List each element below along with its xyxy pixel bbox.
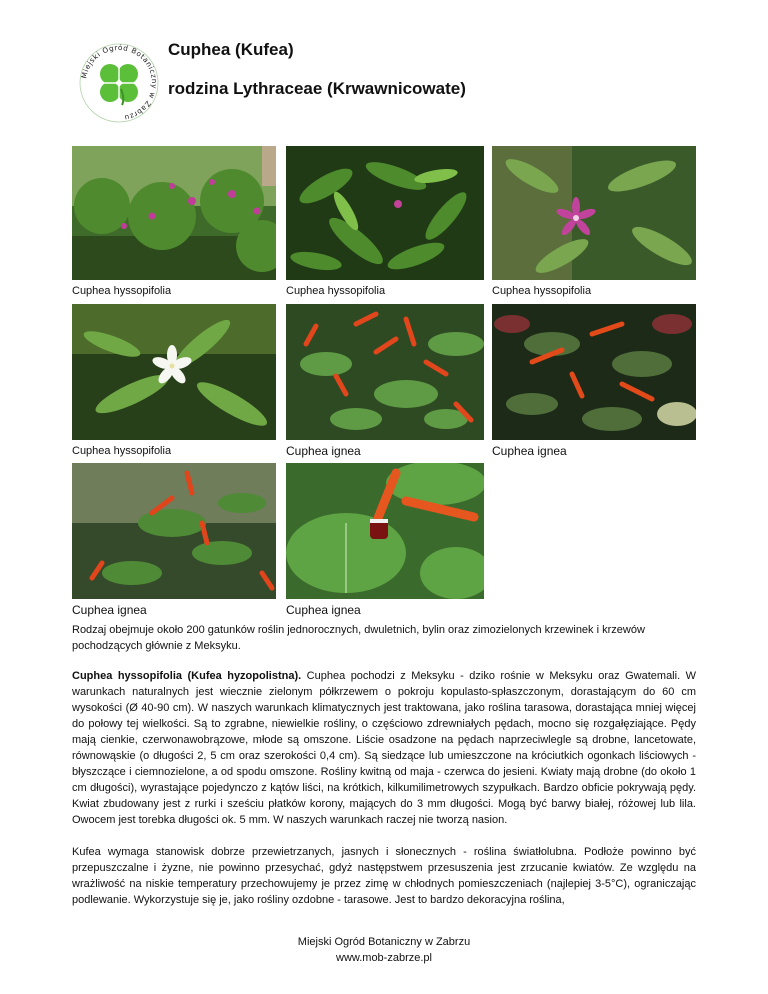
photo-ignea-4: [286, 463, 484, 599]
species-heading: Cuphea hyssopifolia (Kufea hyzopolistna).: [72, 670, 302, 682]
garden-logo: [78, 42, 160, 124]
photo-caption: Cuphea hyssopifolia: [72, 285, 172, 297]
four-leaf-clover-icon: [78, 42, 160, 124]
care-paragraph: Kufea wymaga stanowisk dobrze przewietrzanych, jasnych i słonecznych - roślina światłolubna. Podłoże powinno być przepuszczalne i żyzne, nie powinno przesychać, gdyż następstwem przesuszenia jest zrzucanie kwiatów. Ze względu na wrażliwość na niskie temperatury przechowujemy je przez zimę w chłodnych pomieszczeniach (najlepiej 3-5°C), ograniczając podlewanie. Wykorzystuje się je, jako rośliny ozdobne - tarasowe. Jest to bardzo dekoracyjna roślina,: [72, 846, 696, 906]
photo-caption: Cuphea ignea: [72, 603, 147, 617]
photo-caption: Cuphea hyssopifolia: [72, 445, 172, 457]
page-title: Cuphea (Kufea): [168, 40, 294, 59]
photo-caption: Cuphea ignea: [286, 603, 361, 617]
photo-ignea-3: [72, 463, 276, 599]
photo-ignea-1: [286, 304, 484, 440]
intro-paragraph: Rodzaj obejmuje około 200 gatunków roślin jednorocznych, dwuletnich, bylin oraz zimozielonych krzewinek i krzewów pochodzących głównie z Meksyku.: [72, 624, 645, 652]
photo-caption: Cuphea hyssopifolia: [492, 285, 592, 297]
footer-url[interactable]: www.mob-zabrze.pl: [336, 952, 432, 964]
photo-caption: Cuphea ignea: [286, 444, 361, 458]
photo-hyssopifolia-1: [72, 146, 276, 280]
photo-caption: Cuphea ignea: [492, 444, 567, 458]
photo-hyssopifolia-2: [286, 146, 484, 280]
page-subtitle: rodzina Lythraceae (Krwawnicowate): [168, 79, 466, 98]
photo-hyssopifolia-3: [492, 146, 696, 280]
footer-name: Miejski Ogród Botaniczny w Zabrzu: [297, 936, 471, 948]
photo-caption: Cuphea hyssopifolia: [286, 285, 386, 297]
photo-hyssopifolia-4: [72, 304, 276, 440]
svg-text:Miejski Ogród Botaniczny w Zab: Miejski Ogród Botaniczny w Zabrzu: [79, 42, 160, 123]
species-text: Cuphea pochodzi z Meksyku - dziko rośnie w Meksyku oraz Gwatemali. W warunkach naturalnych jest wiecznie zielonym półkrzewem o pokroju kopulasto-spłaszczonym, dorastającym do 60 cm wysokości (Ø 40-90 cm). W naszych warunkach klimatycznych jest traktowana, jako roślina tarasowa, dorastająca mniej więcej do połowy tej wielkości. Są to zgrabne, niewielkie rośliny, o częściowo zdrewniałych pędach, mocno się rozgałęziające. Pędy mają cienkie, czerwonawobrązowe, młode są omszone. Liście osadzone na pędach naprzeciwlegle są drobne, lancetowate, równowąskie (o długości 2, 5 cm oraz szerokości 0,4 cm). Są siedzące lub umieszczone na króciutkich ogonkach liściowych - błyszczące i ciemnozielone, a od spodu omszone. Rośliny kwitną od maja - czerwca do jesieni. Kwiaty mają drobne (do około 1 cm długości), wyrastające pojedynczo z kątów liści, na krótkich, kilkumilimetrowych szypułkach. Bardzo obficie pokrywają pędy. Kwiat zbudowany jest z rurki i sześciu płatków korony, mających do 3 mm długości. Mogą być barwy białej, różowej lub lila. Owocem jest torebka długości ok. 5 mm. W naszych warunkach raczej nie tworzą nasion.: [72, 670, 696, 826]
species-paragraph: [72, 668, 696, 828]
photo-ignea-2: [492, 304, 696, 440]
